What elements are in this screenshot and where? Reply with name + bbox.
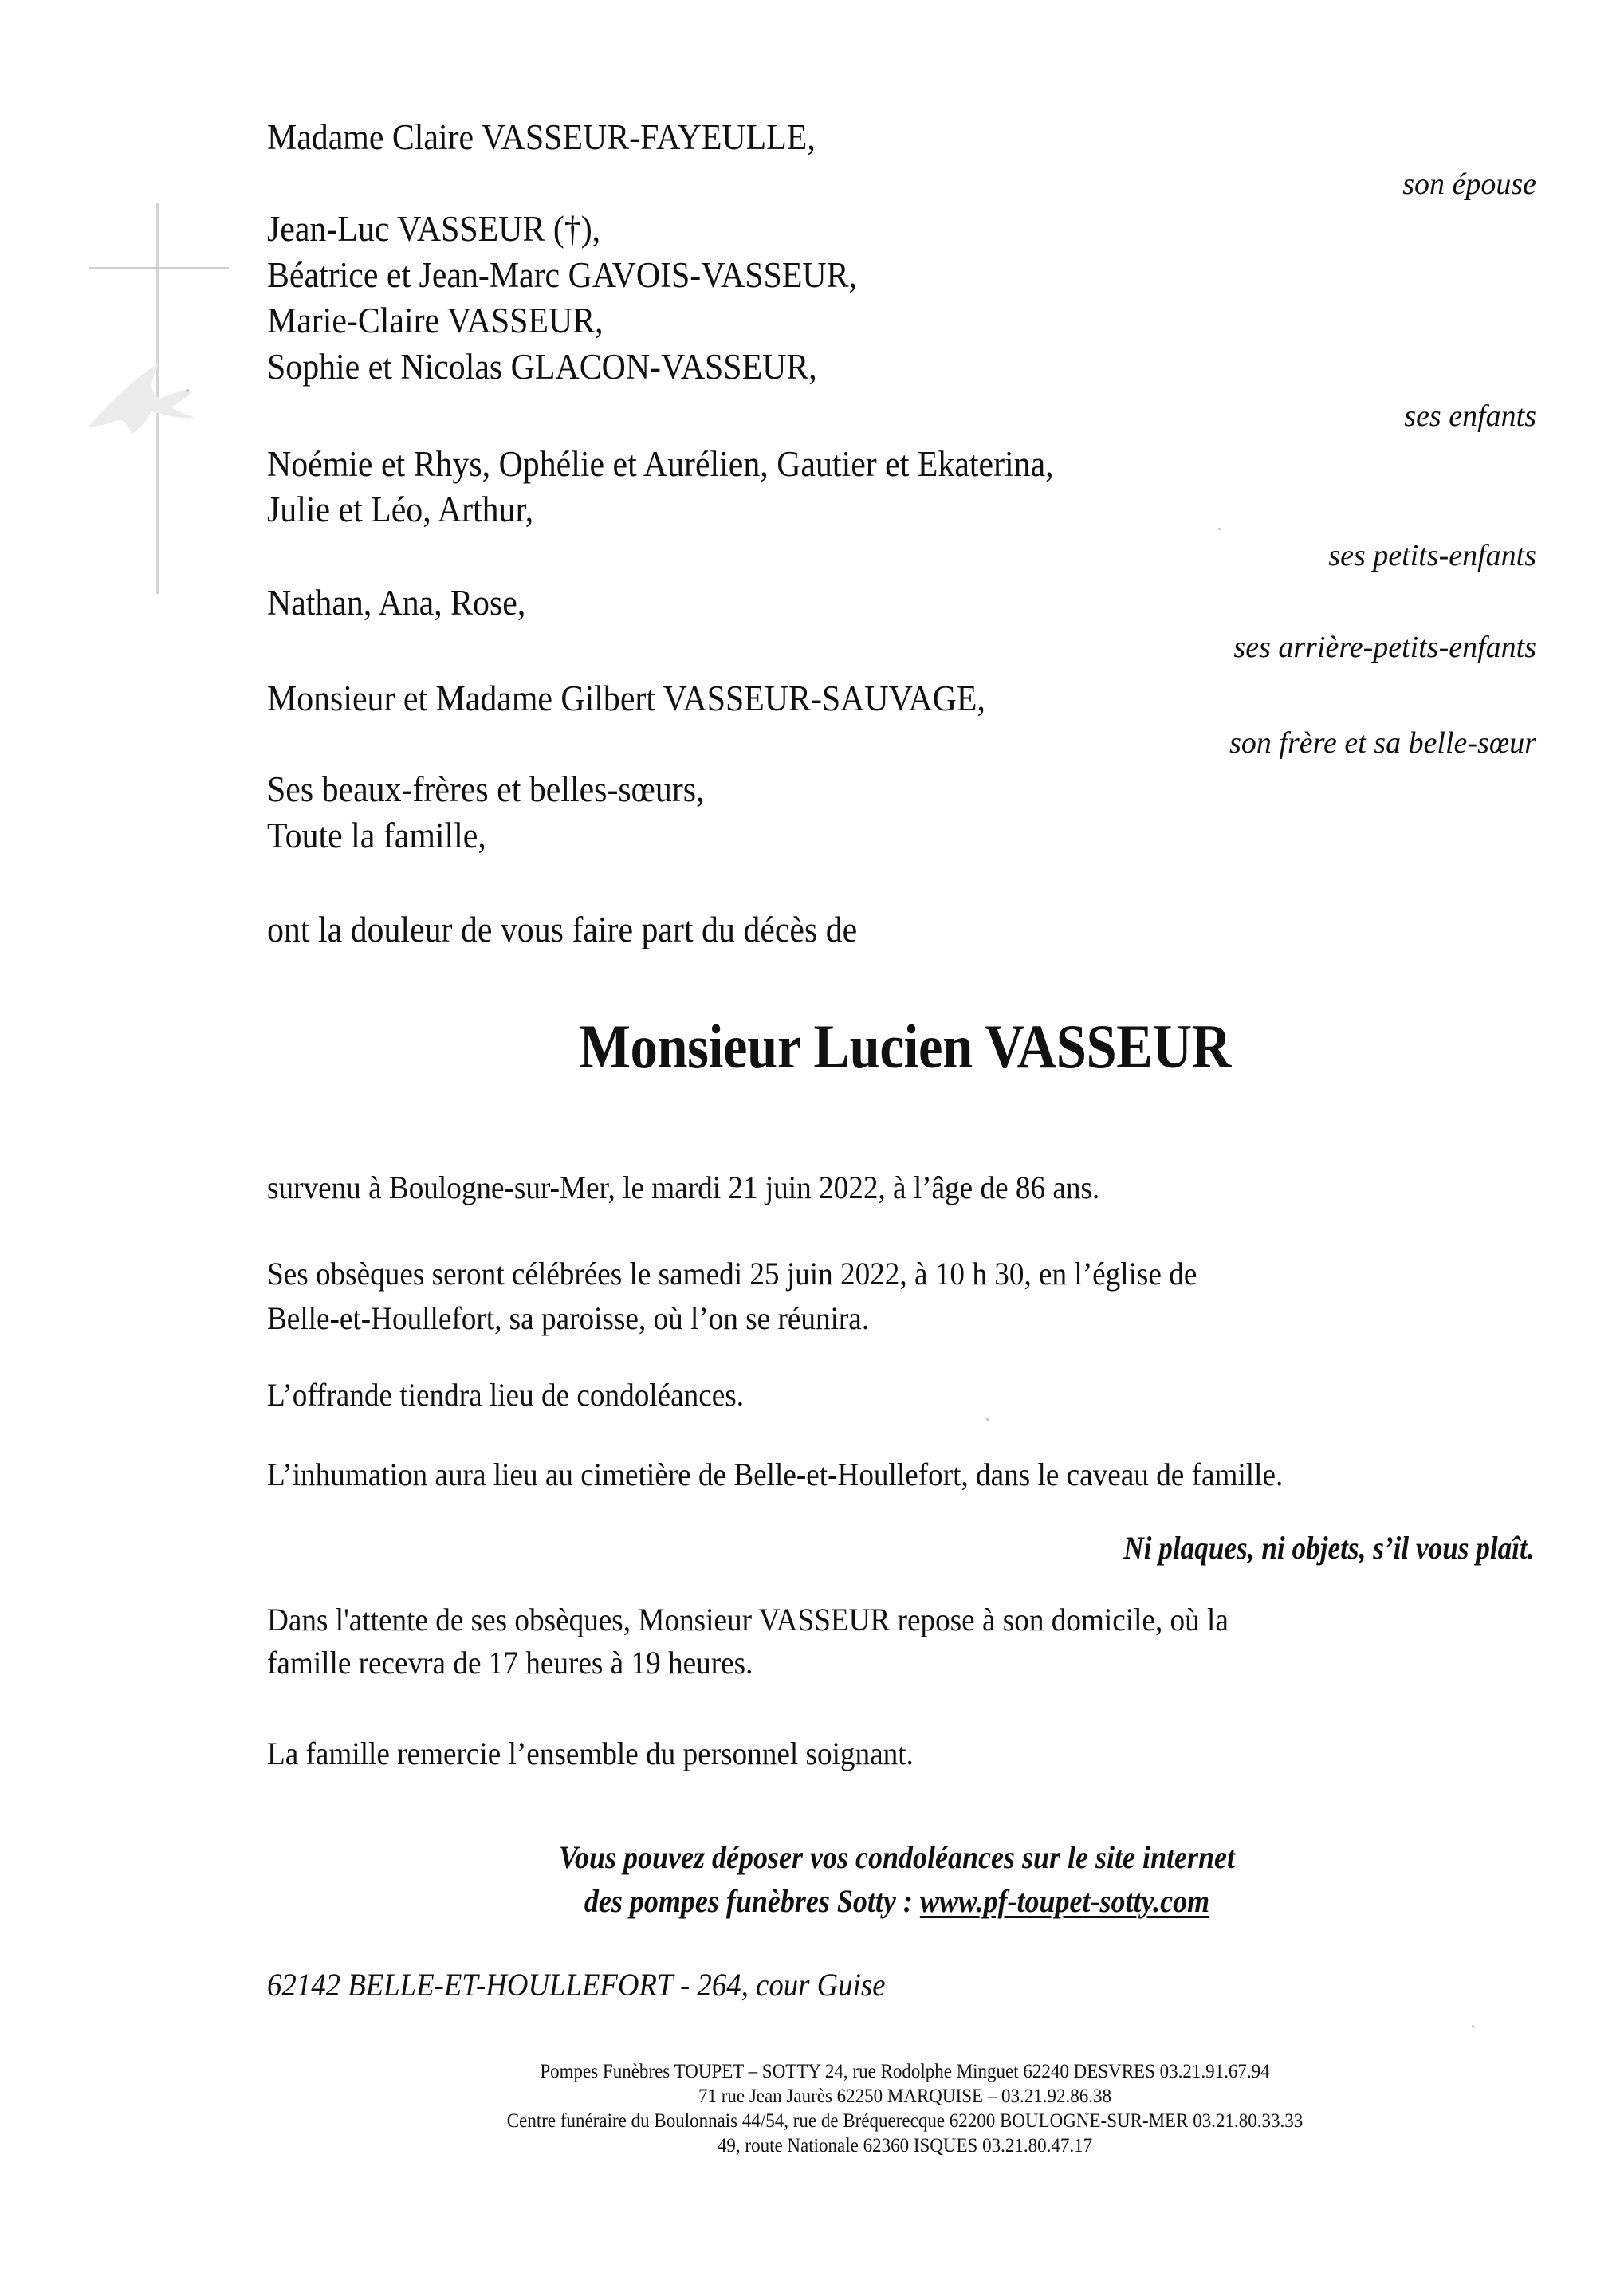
relation-label: son épouse <box>1402 167 1536 201</box>
body-line-wake-hours: famille recevra de 17 heures à 19 heures. <box>267 1645 753 1681</box>
body-line-funeral-place: Belle-et-Houllefort, sa paroisse, où l’on se réunira. <box>267 1300 870 1336</box>
relation-label: ses arrière-petits-enfants <box>1233 631 1536 664</box>
dove-icon <box>84 351 203 438</box>
family-line-child: Jean-Luc VASSEUR (†), <box>267 209 601 249</box>
family-line-grandchildren: Julie et Léo, Arthur, <box>267 489 534 529</box>
relation-label: ses enfants <box>1404 399 1536 433</box>
home-address: 62142 BELLE-ET-HOULLEFORT - 264, cour Guise <box>267 1967 886 2003</box>
body-line-funeral: Ses obsèques seront célébrées le samedi 25 juin 2022, à 10 h 30, en l’église de <box>267 1256 1197 1292</box>
condolences-prefix: des pompes funèbres Sotty : <box>584 1883 920 1919</box>
scan-speck <box>1218 528 1221 530</box>
deceased-name: Monsieur Lucien VASSEUR <box>579 1012 1231 1081</box>
website-link[interactable]: www.pf-toupet-sotty.com <box>919 1883 1210 1919</box>
footer-line: Pompes Funèbres TOUPET – SOTTY 24, rue Rodolphe Minguet 62240 DESVRES 03.21.91.67.94 <box>540 2061 1270 2082</box>
scan-speck <box>1472 2025 1474 2027</box>
family-line-child: Marie-Claire VASSEUR, <box>267 301 604 340</box>
no-flowers-note: Ni plaques, ni objets, s’il vous plaît. <box>1123 1530 1535 1566</box>
family-line-spouse: Madame Claire VASSEUR-FAYEULLE, <box>267 117 816 157</box>
cross-icon-bar <box>89 267 229 269</box>
family-line-brother: Monsieur et Madame Gilbert VASSEUR-SAUVAGE, <box>267 678 985 718</box>
family-line-grandchildren: Noémie et Rhys, Ophélie et Aurélien, Gautier et Ekaterina, <box>267 444 1054 484</box>
condolences-line-link <box>90 1885 1624 1917</box>
relation-label: ses petits-enfants <box>1328 539 1536 572</box>
body-line-death: survenu à Boulogne-sur-Mer, le mardi 21 juin 2022, à l’âge de 86 ans. <box>267 1170 1100 1205</box>
family-line-great-grandchildren: Nathan, Ana, Rose, <box>267 583 526 623</box>
relation-label: son frère et sa belle-sœur <box>1229 726 1536 760</box>
family-line-child: Sophie et Nicolas GLACON-VASSEUR, <box>267 347 817 387</box>
family-line-child: Béatrice et Jean-Marc GAVOIS-VASSEUR, <box>267 255 858 295</box>
body-line-burial: L’inhumation aura lieu au cimetière de Belle-et-Houllefort, dans le caveau de famille. <box>267 1457 1284 1492</box>
family-line-all-family: Toute la famille, <box>267 816 486 855</box>
scan-speck <box>986 1418 989 1421</box>
body-line-offering: L’offrande tiendra lieu de condoléances. <box>267 1377 745 1413</box>
family-line-in-laws: Ses beaux-frères et belles-sœurs, <box>267 769 705 809</box>
footer-line: Centre funéraire du Boulonnais 44/54, rue de Bréquerecque 62200 BOULOGNE-SUR-MER 03.21.80.33.33 <box>506 2110 1304 2132</box>
body-line-wake: Dans l'attente de ses obsèques, Monsieur VASSEUR repose à son domicile, où la <box>267 1602 1229 1637</box>
footer-line: 71 rue Jean Jaurès 62250 MARQUISE – 03.21.92.86.38 <box>698 2086 1112 2107</box>
announcement-intro: ont la douleur de vous faire part du décès de <box>267 910 858 949</box>
condolences-line: Vous pouvez déposer vos condoléances sur le site internet <box>558 1839 1235 1875</box>
footer-line: 49, route Nationale 62360 ISQUES 03.21.80.47.17 <box>717 2135 1093 2156</box>
body-line-thanks: La famille remercie l’ensemble du personnel soignant. <box>267 1736 914 1771</box>
